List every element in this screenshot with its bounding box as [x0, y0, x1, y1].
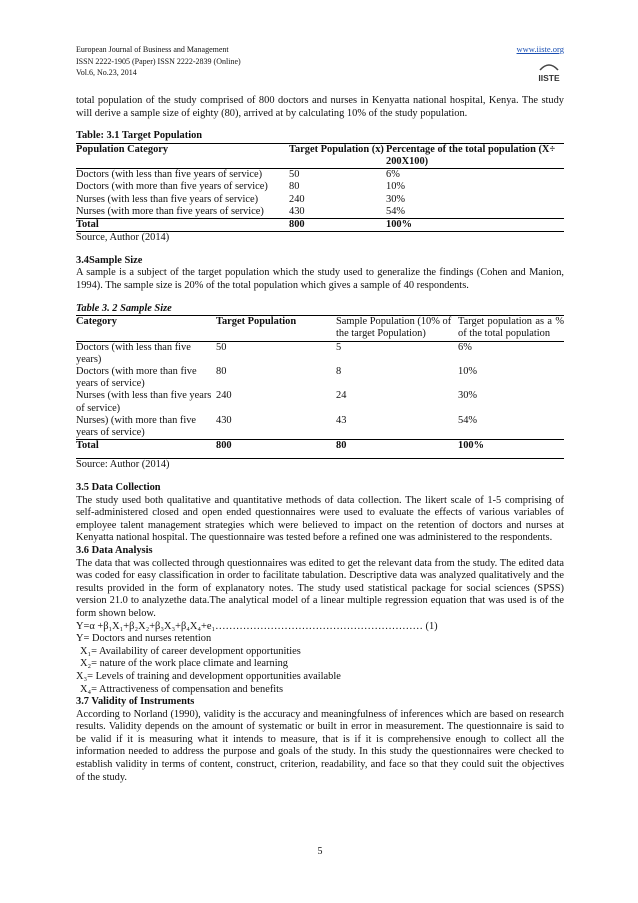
table-row: Nurses (with less than five years of service) 240 24 30%	[76, 390, 478, 414]
table1-header-percentage: Percentage of the total population (X÷ 200X100)	[386, 143, 556, 167]
data-analysis-paragraph: The data that was collected through questionnaires was edited to get the relevant data from the study. The edited data was coded for easy classification in order to facilitate tabulation. Descriptive data was analyzed qualitatively and the results provided in the form of explanatory notes. The study used statistical package for social sciences (SPSS) version 21.0 to analyzethe data.The analytical model of a linear multiple regression equation that was used is of the form shown below.	[76, 557, 564, 619]
validity-heading: 3.7 Validity of Instruments	[76, 696, 195, 708]
table1-source: Source, Author (2014)	[76, 232, 170, 244]
logo-text: IISTE	[538, 73, 560, 83]
page-number: 5	[317, 846, 323, 857]
table-row: Doctors (with more than five years of service) 80 8 10%	[76, 365, 478, 390]
target-population-table	[76, 143, 564, 232]
variable-definition: X₃= Levels of training and development opportunities available	[76, 670, 341, 682]
table2-header-percentage: Target population as a % of the total population	[458, 316, 564, 340]
regression-equation: Y=α +β₁X₁+β₂X₂+β₃X₃+β₄X₄+e₁…………………………………………………… (1)	[76, 620, 438, 632]
table1-header-category: Population Category	[76, 143, 169, 155]
sample-size-table	[76, 315, 564, 459]
variable-definition: Y= Doctors and nurses retention	[76, 633, 212, 645]
table-row: Doctors (with more than five years of service) 80 10%	[76, 181, 406, 193]
table-total-row: Total 800 80 100%	[76, 440, 564, 459]
table2-header-sample: Sample Population (10% of the target Population)	[336, 316, 452, 340]
table-row: Doctors (with less than five years) 50 5 6%	[76, 341, 472, 365]
table2-header-target: Target Population	[216, 316, 297, 328]
table2-source: Source: Author (2014)	[76, 459, 170, 471]
table2-caption: Table 3. 2 Sample Size	[76, 302, 172, 314]
sample-size-paragraph: A sample is a subject of the target population which the study used to generalize the findings (Cohen and Manion, 1994). The sample size is 20% of the total population which gives a sample of 40 respondents.	[76, 267, 564, 291]
variable-definition: X₄= Attractiveness of compensation and benefits	[80, 683, 284, 695]
journal-link[interactable]: www.iiste.org	[516, 44, 564, 54]
table-row: Nurses) (with more than five years of service) 430 43 54%	[76, 414, 478, 438]
data-collection-heading: 3.5 Data Collection	[76, 482, 161, 493]
table-row: Nurses (with more than five years of service) 430 54%	[76, 205, 406, 217]
running-header	[76, 44, 564, 83]
table-row: Doctors (with less than five years of service) 50 6%	[76, 169, 400, 181]
variable-definition: X₂= nature of the work place climate and learning	[80, 658, 288, 670]
table-total-row: Total 800 100%	[76, 219, 564, 232]
issn-line: ISSN 2222-1905 (Paper) ISSN 2222-2839 (Online)	[76, 56, 241, 66]
journal-name: European Journal of Business and Management	[76, 45, 229, 54]
variable-definition: X₁= Availability of career development opportunities	[80, 645, 301, 657]
data-analysis-heading: 3.6 Data Analysis	[76, 544, 153, 556]
table1-header-target: Target Population (x)	[289, 143, 384, 155]
volume-line: Vol.6, No.23, 2014	[76, 68, 137, 77]
table1-caption: Table: 3.1 Target Population	[76, 130, 203, 142]
iiste-logo-icon	[536, 62, 562, 84]
sample-size-heading: 3.4Sample Size	[76, 254, 143, 266]
data-collection-paragraph: The study used both qualitative and quantitative methods of data collection. The likert scale of 1-5 comprising of self-administered closed and open ended questionnaires were used to evaluate the effects of various variables of employee talent management strategies which were believed to impact on the retention of doctors and nurses at Kenyatta national hospital. The questionnaire was tested before a refined one was administered to the respondents.	[76, 494, 564, 544]
table-row: Nurses (with less than five years of service) 240 30%	[76, 193, 406, 205]
intro-paragraph: total population of the study comprised of 800 doctors and nurses in Kenyatta national hospital, Kenya. The study will derive a sample size of eighty (80), arrived at by calculating 10% of the study population.	[76, 95, 564, 119]
validity-paragraph: According to Norland (1990), validity is the accuracy and meaningfulness of inferences which are based on research results. Validity depends on the amount of systematic or built in error in measurement. The questionnaire is said to be valid if it is measuring what it intends to measure, that is if it is comprehensive enough to collect all the information needed to address the purpose and goals of the study. In this study the questionnaires were checked to establish validity in terms of content, construct, criterion, readability, and face so that they could suit the objectives of the study.	[76, 708, 564, 783]
table2-header-category: Category	[76, 316, 117, 328]
